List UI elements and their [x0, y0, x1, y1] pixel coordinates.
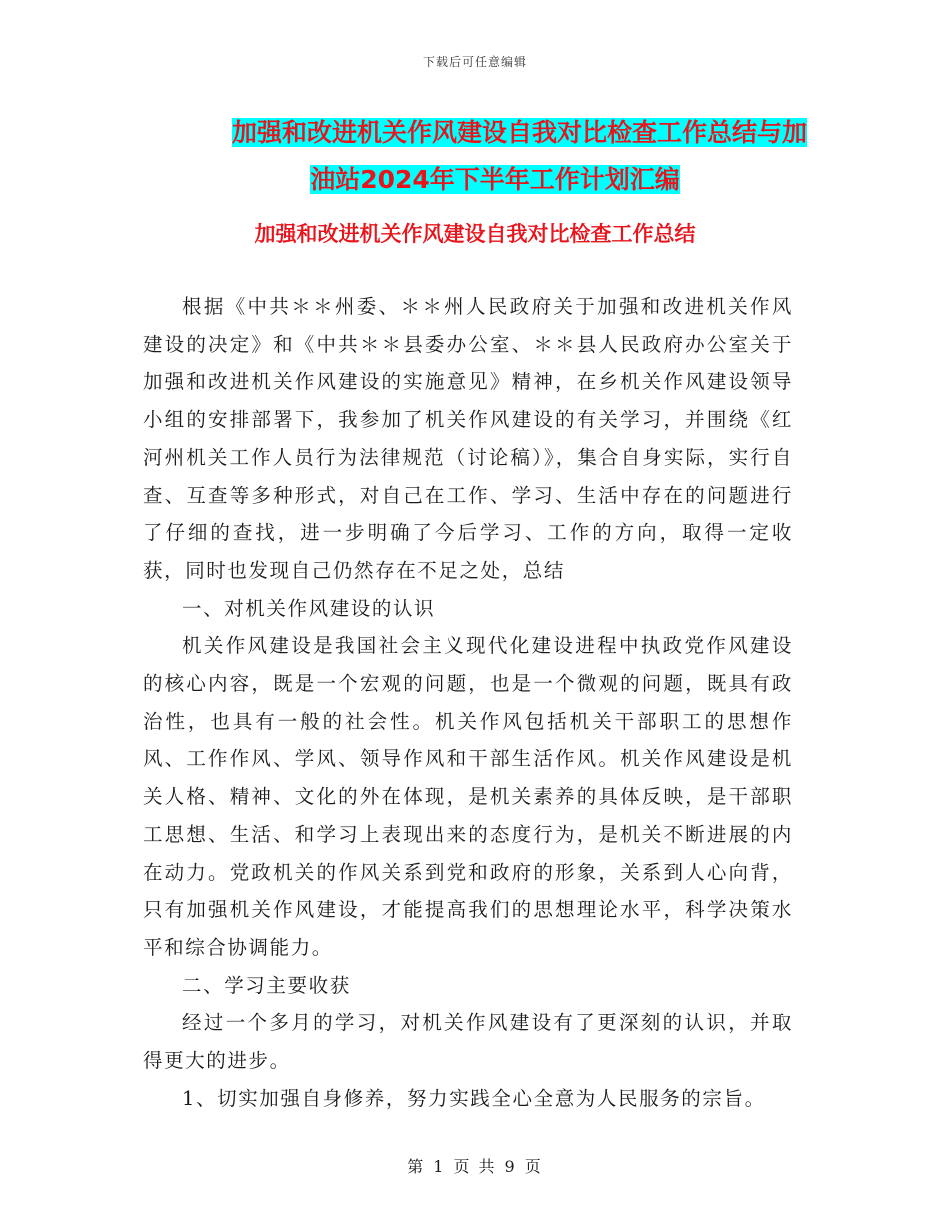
document-title-line-2	[143, 156, 807, 203]
title-highlight: 油站2024年下半年工作计划汇编	[310, 165, 680, 194]
paragraph-point-1: 1、切实加强自身修养，努力实践全心全意为人民服务的宗旨。	[182, 1086, 766, 1110]
document-body	[143, 288, 793, 1117]
heading-understanding: 一、对机关作风建设的认识	[182, 596, 436, 620]
paragraph-gains: 经过一个多月的学习，对机关作风建设有了更深刻的认识，并取得更大的进步。	[143, 1011, 793, 1073]
paragraph-intro: 根据《中共＊＊州委、＊＊州人民政府关于加强和改进机关作风建设的决定》和《中共＊＊县委办公室、＊＊县人民政府办公室关于加强和改进机关作风建设的实施意见》精神，在乡机关作风建设领导小组的安排部署下，我参加了机关作风建设的有关学习，并围绕《红河州机关工作人员行为法律规范（讨论稿）》，集合自身实际，实行自查、互查等多种形式，对自己在工作、学习、生活中存在的问题进行了仔细的查找，进一步明确了今后学习、工作的方向，取得一定收获，同时也发现自己仍然存在不足之处，总结	[143, 295, 793, 582]
footer-suffix: 页	[524, 1157, 543, 1176]
heading-gains: 二、学习主要收获	[182, 973, 351, 997]
footer-total-pages: 9	[504, 1157, 517, 1176]
footer-prefix: 第	[407, 1157, 426, 1176]
title-highlight: 加强和改进机关作风建设自我对比检查工作总结与加	[231, 118, 807, 147]
document-title-line-1	[143, 109, 807, 156]
page-header: 下载后可任意编辑	[422, 55, 527, 69]
section-title: 加强和改进机关作风建设自我对比检查工作总结	[254, 222, 696, 246]
footer-middle: 页 共	[453, 1157, 497, 1176]
page-footer	[0, 1154, 950, 1177]
footer-page-number: 1	[433, 1157, 446, 1176]
document-title	[143, 109, 807, 203]
paragraph-understanding: 机关作风建设是我国社会主义现代化建设进程中执政党作风建设的核心内容，既是一个宏观的问题，也是一个微观的问题，既具有政治性，也具有一般的社会性。机关作风包括机关干部职工的思想作风、工作作风、学风、领导作风和干部生活作风。机关作风建设是机关人格、精神、文化的外在体现，是机关素养的具体反映，是干部职工思想、生活、和学习上表现出来的态度行为，是机关不断进展的内在动力。党政机关的作风关系到党和政府的形象，关系到人心向背，只有加强机关作风建设，才能提高我们的思想理论水平，科学决策水平和综合协调能力。	[143, 634, 793, 959]
